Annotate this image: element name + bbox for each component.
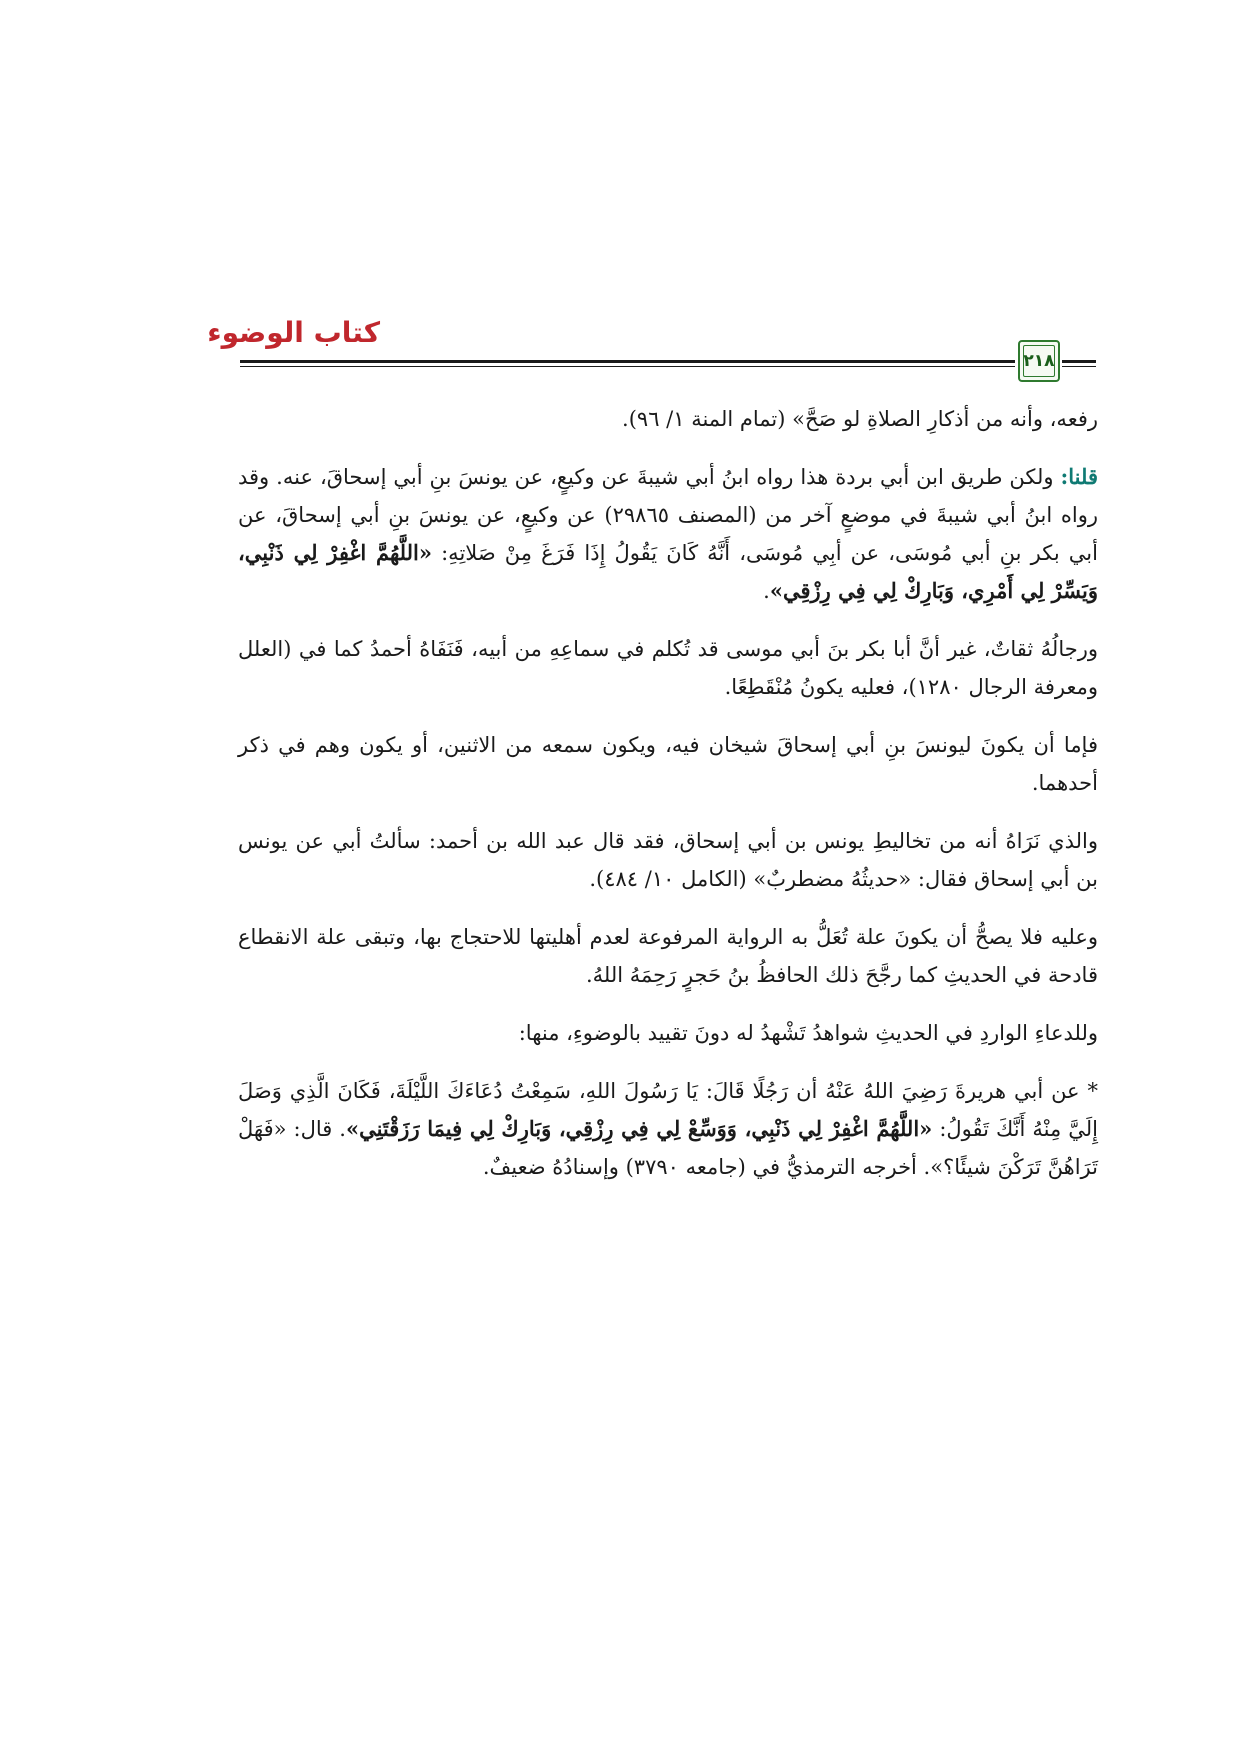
chapter-title: كتاب الوضوء — [207, 316, 380, 349]
paragraph-4 — [238, 726, 1098, 802]
paragraph-7 — [238, 1014, 1098, 1052]
paragraph-6 — [238, 918, 1098, 994]
paragraph-text: والذي نَرَاهُ أنه من تخاليطِ يونس بن أبي إسحاق، فقد قال عبد الله بن أحمد: سألتُ أبي عن يونس بن أبي إسحاق فقال: «حديثُهُ مضطربٌ» (الكامل ١٠/ ٤٨٤). — [238, 829, 1098, 891]
hadith-quote: «اللَّهُمَّ اغْفِرْ لِي ذَنْبِي، وَيَسِّرْ لِي أَمْرِي، وَبَارِكْ لِي فِي رِزْقِي» — [238, 540, 1098, 603]
paragraph-tail: . قال: «فَهَلْ تَرَاهُنَّ تَرَكْنَ شيئًا؟». أخرجه الترمذيُّ في (جامعه ٣٧٩٠) وإسنادُهُ ضعيفٌ. — [238, 1117, 1098, 1179]
header-rule-right-thin — [1062, 366, 1096, 367]
hadith-quote: «اللَّهُمَّ اغْفِرْ لِي ذَنْبِي، وَوَسِّعْ لِي فِي رِزْقِي، وَبَارِكْ لِي فِيمَا رَزَقْتَنِي» — [345, 1116, 933, 1141]
paragraph-lead: قلنا: — [1060, 464, 1098, 489]
page-number: ٢١٨ — [1023, 345, 1055, 377]
page-header — [0, 0, 1240, 400]
paragraph-text: ولكن طريق ابن أبي بردة هذا رواه ابنُ أبي شيبةَ عن وكيعٍ، عن يونسَ بنِ أبي إسحاقَ، عنه. وقد رواه ابنُ أبي شيبةَ في موضعٍ آخر من (المصنف ٢٩٨٦٥) عن وكيعٍ، عن يونسَ بنِ أبي إسحاقَ، عن أبي بكر بنِ أبي مُوسَى، عن أبِي مُوسَى، أَنَّهُ كَانَ يَقُولُ إِذَا فَرَغَ مِنْ صَلاتِهِ: — [238, 465, 1098, 565]
paragraph-3 — [238, 630, 1098, 706]
paragraph-8 — [238, 1072, 1098, 1186]
paragraph-tail: . — [763, 579, 770, 603]
paragraph-text: رفعه، وأنه من أذكارِ الصلاةِ لو صَحَّ» (تمام المنة ١/ ٩٦). — [622, 407, 1098, 431]
header-rule-thin — [240, 366, 1015, 367]
paragraph-text: فإما أن يكونَ ليونسَ بنِ أبي إسحاقَ شيخان فيه، ويكون سمعه من الاثنين، أو يكون وهم في ذكر أحدهما. — [238, 733, 1098, 795]
paragraph-2 — [238, 458, 1098, 610]
paragraph-text: وعليه فلا يصحُّ أن يكونَ علة تُعَلُّ به الرواية المرفوعة لعدم أهليتها للاحتجاج بها، وتبقى علة الانقطاع قادحة في الحديثِ كما رجَّحَ ذلك الحافظُ بنُ حَجرٍ رَحِمَهُ اللهُ. — [238, 925, 1098, 987]
paragraph-text: وللدعاءِ الواردِ في الحديثِ شواهدُ تَشْهدُ له دونَ تقييد بالوضوءِ، منها: — [518, 1021, 1098, 1045]
paragraph-text: * عن أبي هريرةَ رَضِيَ اللهُ عَنْهُ أن رَجُلًا قَالَ: يَا رَسُولَ اللهِ، سَمِعْتُ دُعَاءَكَ اللَّيْلَةَ، فَكَانَ الَّذِي وَصَلَ إِلَيَّ مِنْهُ أَنَّكَ تَقُولُ: — [238, 1079, 1098, 1141]
header-rule-right-thick — [1062, 360, 1096, 363]
paragraph-1 — [238, 400, 1098, 438]
page-body — [238, 400, 1098, 1206]
page-number-badge — [1018, 340, 1060, 382]
header-rule-thick — [240, 360, 1015, 363]
paragraph-5 — [238, 822, 1098, 898]
paragraph-text: ورجالُهُ ثقاتٌ، غير أنَّ أبا بكر بنَ أبي موسى قد تُكلم في سماعِهِ من أبيه، فَنَفَاهُ أحمدُ كما في (العلل ومعرفة الرجال ١٢٨٠)، فعليه يكونُ مُنْقَطِعًا. — [238, 637, 1098, 699]
